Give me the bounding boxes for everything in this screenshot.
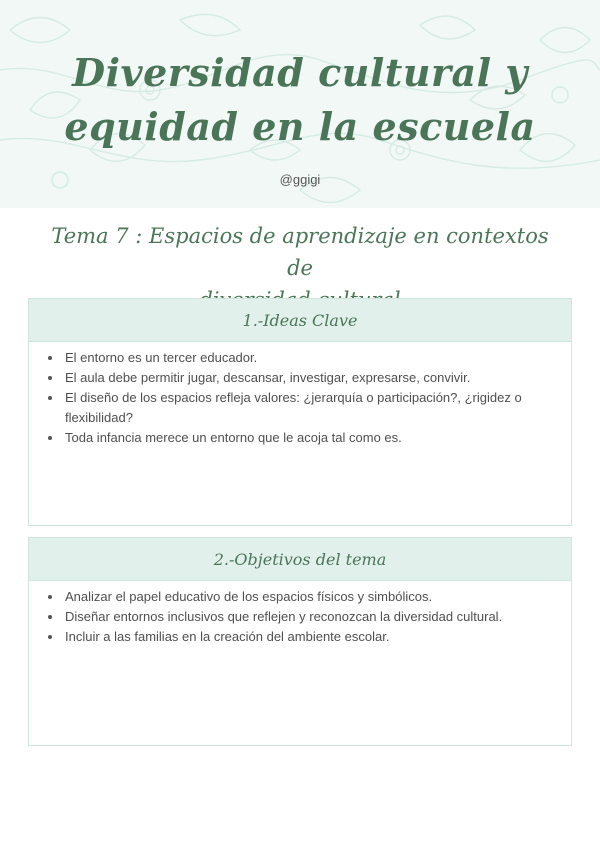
list-item: • Toda infancia merece un entorno que le acoja tal como es.	[63, 428, 557, 448]
section-ideas-clave	[28, 298, 572, 526]
list-item: • Diseñar entornos inclusivos que reflejen y reconozcan la diversidad cultural.	[63, 607, 557, 627]
list-item: • Incluir a las familias en la creación del ambiente escolar.	[63, 627, 557, 647]
header-banner	[0, 0, 600, 208]
author-handle: @ggigi	[279, 172, 321, 187]
title-line-1: Diversidad cultural y	[72, 50, 528, 95]
title-line-2: equidad en la escuela	[64, 104, 536, 149]
list-item: • El diseño de los espacios refleja valores: ¿jerarquía o participación?, ¿rigidez o flexibilidad?	[63, 388, 557, 428]
list-item: • El entorno es un tercer educador.	[63, 348, 557, 368]
bullet-list	[29, 581, 571, 647]
section-heading: 2.-Objetivos del tema	[29, 538, 571, 581]
page-title	[0, 46, 600, 154]
list-item: • El aula debe permitir jugar, descansar, investigar, expresarse, convivir.	[63, 368, 557, 388]
section-heading: 1.-Ideas Clave	[29, 299, 571, 342]
bullet-list	[29, 342, 571, 448]
section-objetivos	[28, 537, 572, 746]
list-item: • Analizar el papel educativo de los espacios físicos y simbólicos.	[63, 587, 557, 607]
topic-line-1: Tema 7 : Espacios de aprendizaje en contextos de	[51, 224, 549, 280]
